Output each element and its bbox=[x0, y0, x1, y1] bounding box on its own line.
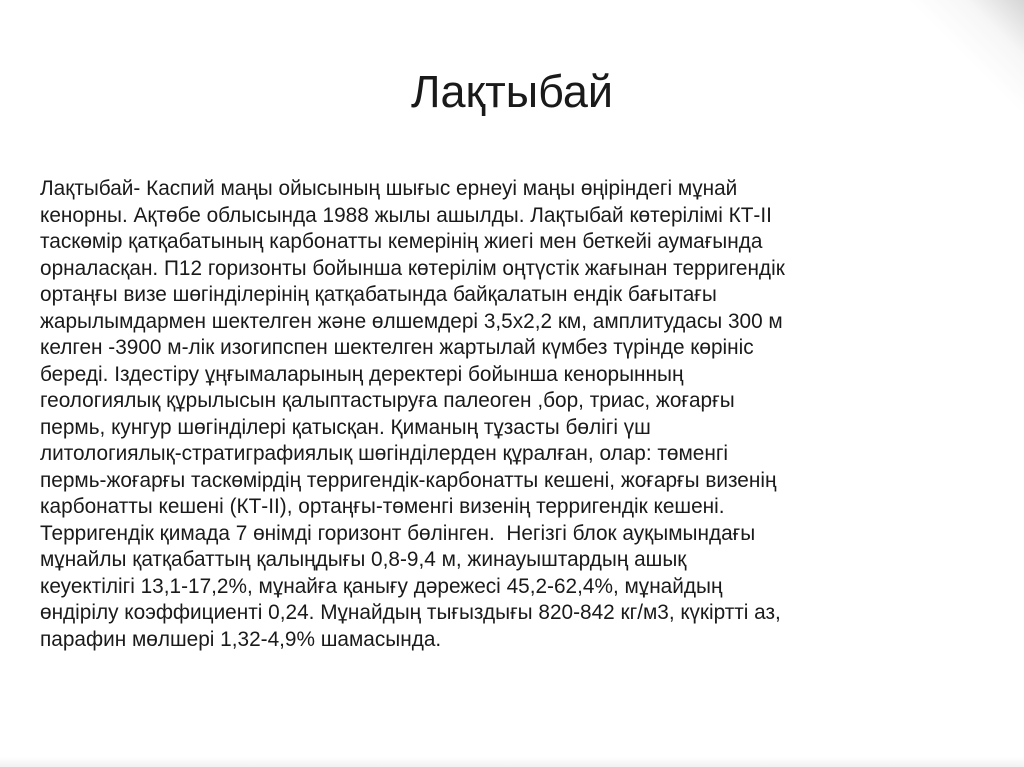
bottom-edge-shadow bbox=[0, 757, 1024, 767]
slide-body-text: Лақтыбай- Каспий маңы ойысының шығыс ернеуі маңы өңіріндегі мұнай кенорны. Ақтөбе облысында 1988 жылы ашылды. Лақтыбай көтерілімі КТ-ІІ таскөмір қатқабатының карбонатты кемерінің жиегі мен беткейі аумағында орналасқан. П12 горизонты бойынша көтерілім оңтүстік жағынан терригендік ортаңғы визе шөгінділерінің қатқабатында байқалатын ендік бағытағы жарылымдармен шектелген және өлшемдері 3,5х2,2 км, амплитудасы 300 м келген -3900 м-лік изогипспен шектелген жартылай күмбез түрінде көрініс береді. Іздестіру ұңғымаларының деректері бойынша кенорынның геологиялық құрылысын қалыптастыруға палеоген ,бор, триас, жоғарғы пермь, кунгур шөгінділері қатысқан. Қиманың тұзасты бөлігі үш литологиялық-стратиграфиялық шөгінділерден құралған, олар: төменгі пермь-жоғарғы таскөмірдің терригендік-карбонатты кешені, жоғарғы визенің карбонатты кешені (КТ-ІІ), ортаңғы-төменгі визенің терригендік кешені. Терригендік қимада 7 өнімді горизонт бөлінген. Негізгі блок ауқымындағы мұнайлы қатқабаттың қалыңдығы 0,8-9,4 м, жинауыштардың ашық кеуектілігі 13,1-17,2%, мұнайға қанығу дәрежесі 45,2-62,4%, мұнайдың өндірілу коэффициенті 0,24. Мұнайдың тығыздығы 820-842 кг/м3, күкіртті аз, парафин мөлшері 1,32-4,9% шамасында. bbox=[40, 177, 785, 651]
slide-title: Лақтыбай bbox=[410, 66, 614, 117]
